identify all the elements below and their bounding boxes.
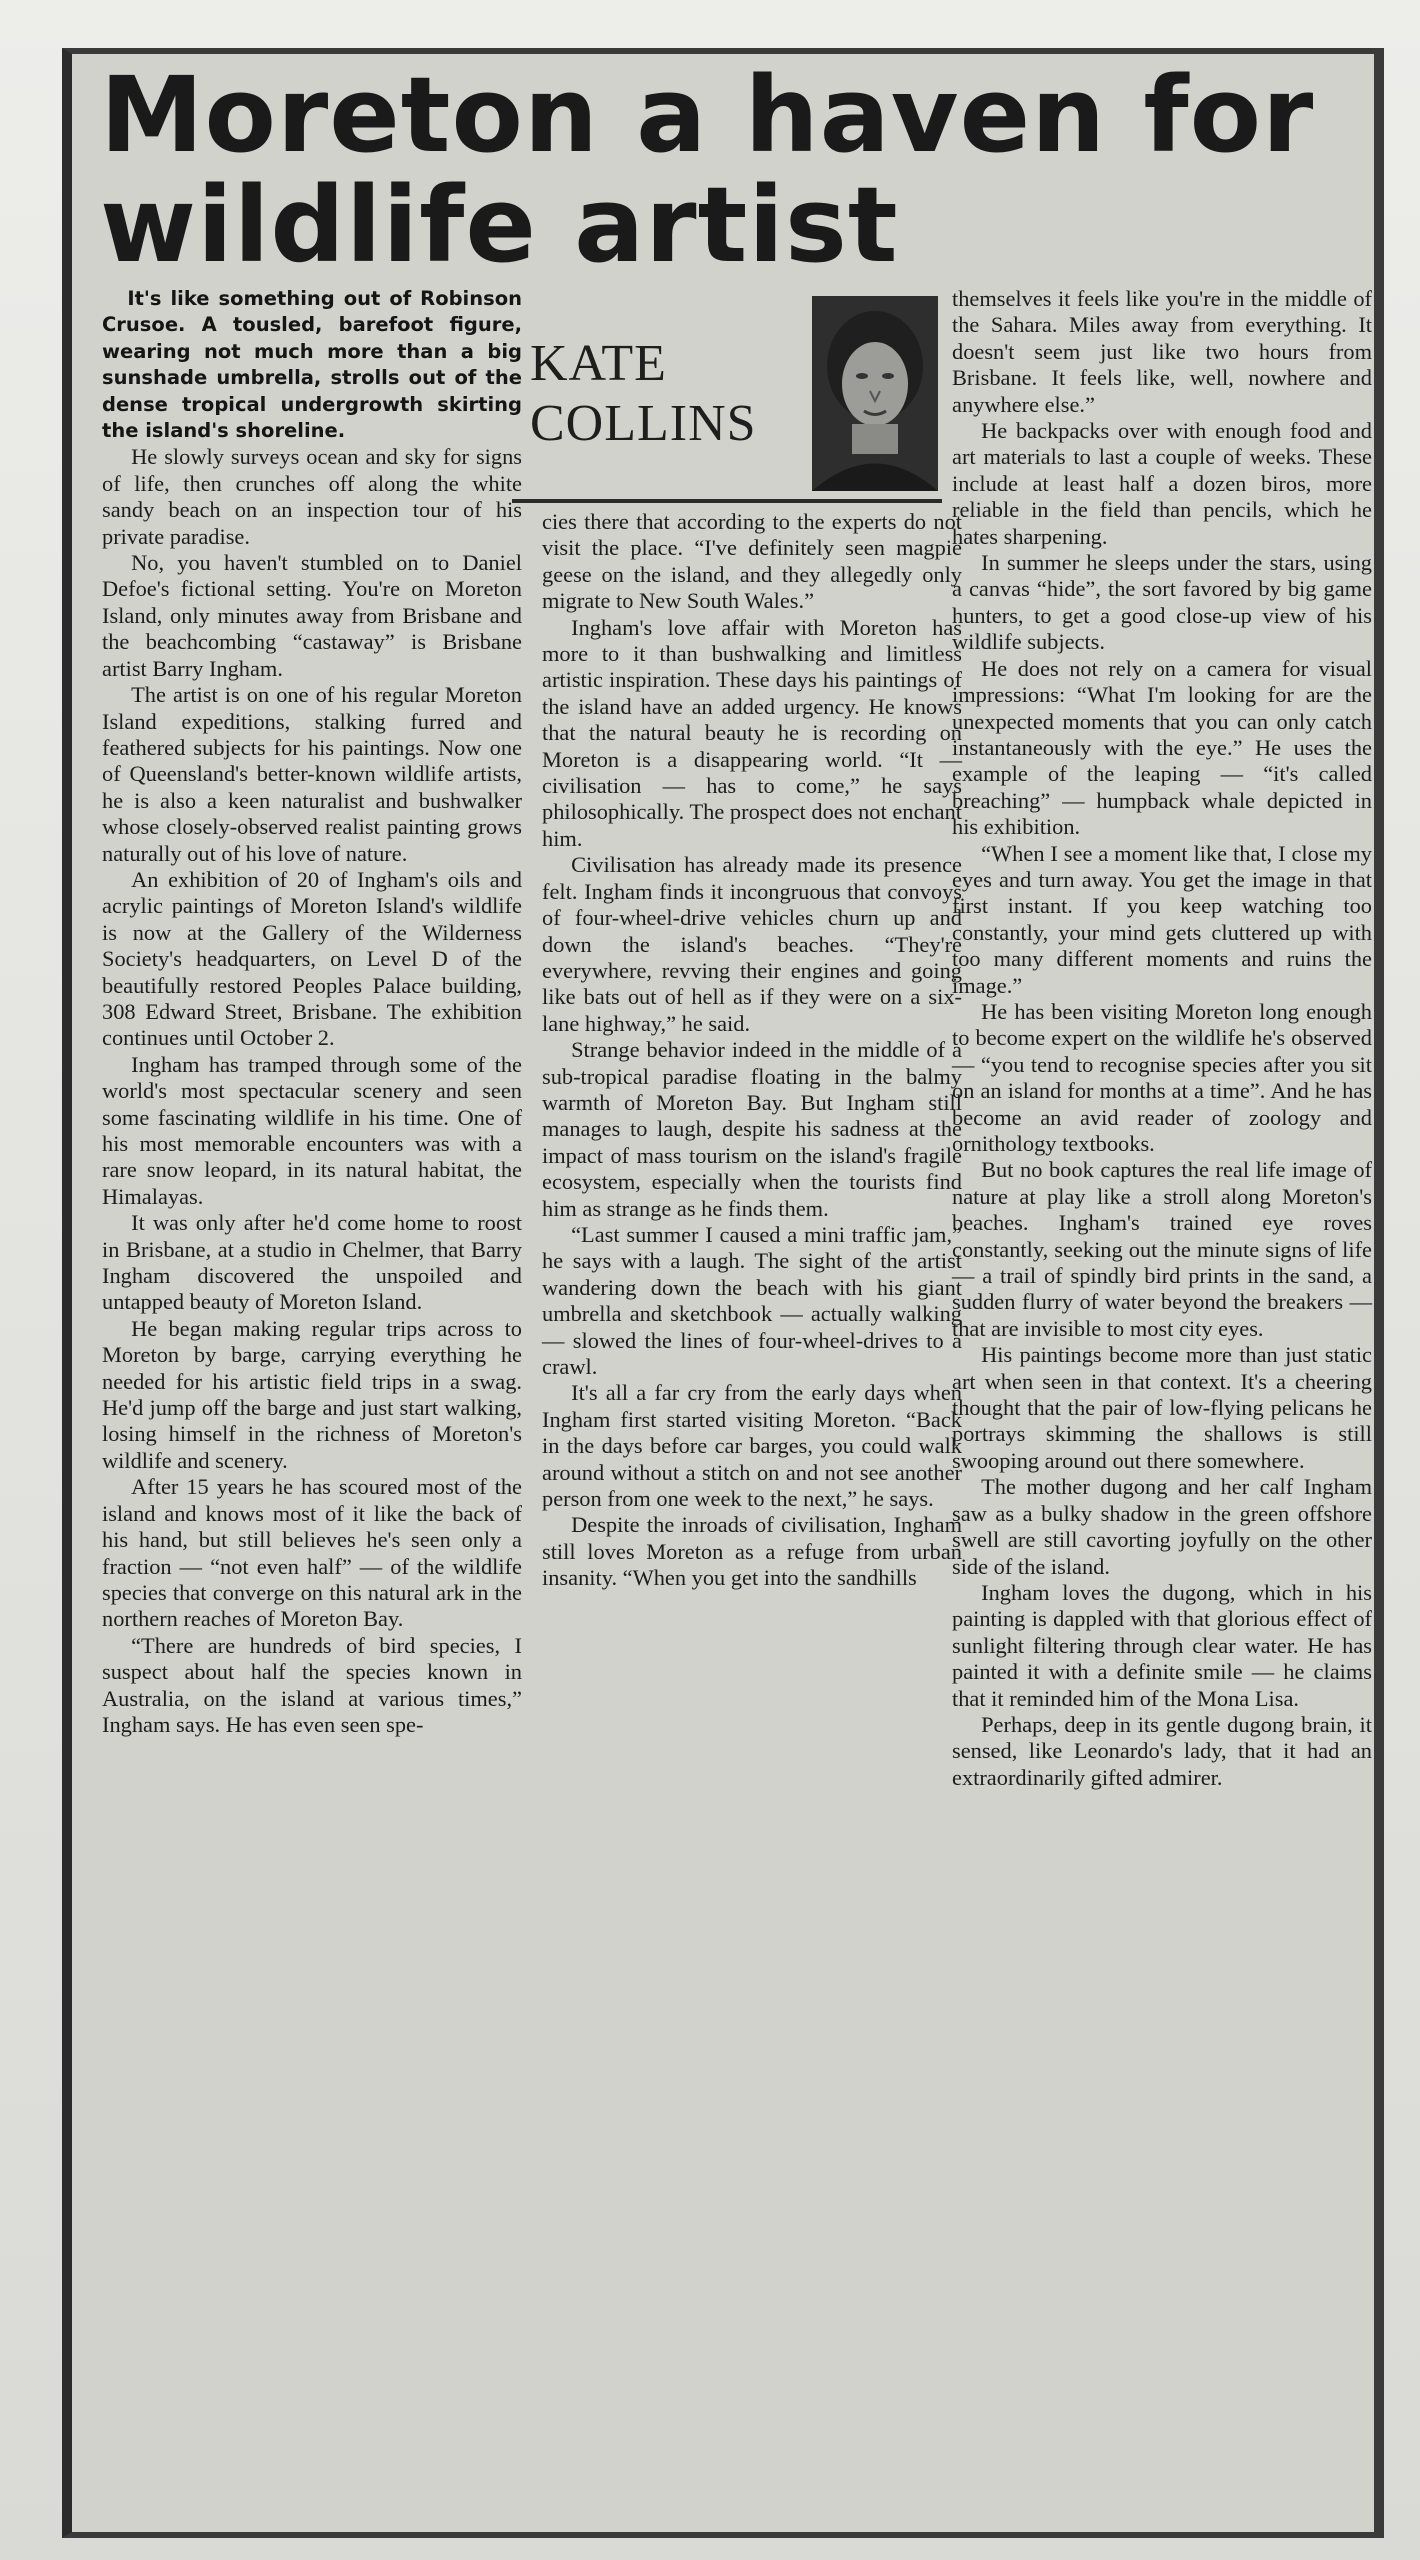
paragraph: It's all a far cry from the early days when Ingham first started visiting Moreton. “Back in the days before car barges, you could walk around without a stitch on and not see another person from one week to the next,” he says.	[542, 1380, 962, 1512]
paragraph: Ingham loves the dugong, which in his painting is dappled with that glorious effect of sunlight filtering through clear water. He has painted it with a definite smile — he claims that it reminded him of the Mona Lisa.	[952, 1579, 1372, 1711]
paragraph: He has been visiting Moreton long enough to become expert on the wildlife he's observed — “you tend to recognise species after you sit on an island for months at a time”. And he has become an avid reader of zoology and ornithology textbooks.	[952, 998, 1372, 1156]
paragraph: His paintings become more than just static art when seen in that context. It's a cheering thought that the pair of low-flying pelicans he portrays skimming the shallows is still swooping around out there somewhere.	[952, 1342, 1372, 1473]
lede-paragraph: It's like something out of Robinson Crusoe. A tousled, barefoot figure, wearing not much more than a big sunshade umbrella, strolls out of the dense tropical undergrowth skirting the island's shoreline.	[102, 287, 522, 443]
paragraph: Civilisation has already made its presence felt. Ingham finds it incongruous that convoys of four-wheel-drive vehicles churn up and down the island's beaches. “They're everywhere, revving their engines and going like bats out of hell as if they were on a six-lane highway,” he said.	[542, 852, 962, 1036]
paragraph: It was only after he'd come home to roost in Brisbane, at a studio in Chelmer, that Barry Ingham discovered the unspoiled and untapped beauty of Moreton Island.	[102, 1210, 522, 1315]
paragraph: Ingham has tramped through some of the world's most spectacular scenery and seen some fascinating wildlife in his time. One of his most memorable encounters was with a rare snow leopard, in its natural habitat, the Himalayas.	[102, 1051, 522, 1209]
paragraph: But no book captures the real life image of nature at play like a stroll along Moreton's beaches. Ingham's trained eye roves constantly, seeking out the minute signs of life — a trail of spindly bird prints in the sand, a sudden flurry of water beyond the breakers — that are invisible to most city eyes.	[952, 1157, 1372, 1341]
paragraph: No, you haven't stumbled on to Daniel Defoe's fictional setting. You're on Moreton Island, only minutes away from Brisbane and the beachcombing “castaway” is Brisbane artist Barry Ingham.	[102, 550, 522, 681]
column-2	[542, 509, 962, 1592]
paragraph: Perhaps, deep in its gentle dugong brain, it sensed, like Leonardo's lady, that it had an extraordinarily gifted admirer.	[952, 1711, 1372, 1790]
paragraph: “When I see a moment like that, I close my eyes and turn away. You get the image in that first instant. If you keep watching too constantly, your mind gets cluttered up with too many different moments and ruins the image.”	[952, 840, 1372, 998]
paragraph: After 15 years he has scoured most of the island and knows most of it like the back of his hand, but still believes he's seen only a fraction — “not even half” — of the wildlife species that converge on this natural ark in the northern reaches of Moreton Bay.	[102, 1474, 522, 1632]
column-1	[102, 286, 522, 1738]
headline: Moreton a haven for wildlife artist	[100, 54, 1315, 286]
paragraph: The artist is on one of his regular Moreton Island expeditions, stalking furred and feathered subjects for his paintings. Now one of Queensland's better-known wildlife artists, he is also a keen naturalist and bushwalker whose closely-observed realist painting grows naturally out of his love of nature.	[102, 682, 522, 866]
paragraph: He does not rely on a camera for visual impressions: “What I'm looking for are the unexpected moments that you can only catch instantaneously with the eye.” He uses the example of the leaping — “it's called breaching” — humpback whale depicted in his exhibition.	[952, 655, 1372, 840]
paragraph: He backpacks over with enough food and art materials to last a couple of weeks. These include at least half a dozen biros, more reliable in the field than pencils, which he hates sharpening.	[952, 418, 1372, 549]
paragraph: He slowly surveys ocean and sky for signs of life, then crunches off along the white sandy beach on an inspection tour of his private paradise.	[102, 444, 522, 549]
paragraph: “Last summer I caused a mini traffic jam,” he says with a laugh. The sight of the artist wandering down the beach with his giant umbrella and sketchbook — actually walking — slowed the lines of four-wheel-drives to a crawl.	[542, 1221, 962, 1379]
paragraph: cies there that according to the experts do not visit the place. “I've definitely seen magpie geese on the island, and they allegedly only migrate to New South Wales.”	[542, 509, 962, 614]
paragraph: Ingham's love affair with Moreton has more to it than bushwalking and limitless artistic inspiration. These days his paintings of the island have an added urgency. He knows that the natural beauty he is recording on Moreton is a disappearing world. “It — civilisation — has to come,” he says philosophically. The prospect does not enchant him.	[542, 614, 962, 851]
paragraph: In summer he sleeps under the stars, using a canvas “hide”, the sort favored by big game hunters, to get a good close-up view of his wildlife subjects.	[952, 550, 1372, 655]
paragraph: Despite the inroads of civilisation, Ingham still loves Moreton as a refuge from urban insanity. “When you get into the sandhills	[542, 1512, 962, 1591]
paragraph: Strange behavior indeed in the middle of a sub-tropical paradise floating in the balmy warmth of Moreton Bay. But Ingham still manages to laugh, despite his sadness at the impact of mass tourism on the island's fragile ecosystem, especially when the tourists find him as strange as he finds them.	[542, 1037, 962, 1221]
author-portrait	[812, 296, 938, 491]
paragraph: The mother dugong and her calf Ingham saw as a bulky shadow in the green offshore swell are still cavorting joyfully on the other side of the island.	[952, 1474, 1372, 1579]
author-portrait-photo	[812, 296, 938, 491]
column-3	[952, 286, 1372, 1791]
byline-box	[512, 294, 942, 503]
newspaper-clipping	[62, 48, 1384, 2538]
byline-name: KATE COLLINS	[530, 335, 757, 452]
paragraph: An exhibition of 20 of Ingham's oils and acrylic paintings of Moreton Island's wildlife is now at the Gallery of the Wilderness Society's headquarters, on Level D of the beautifully restored Peoples Palace building, 308 Edward Street, Brisbane. The exhibition continues until October 2.	[102, 866, 522, 1051]
paragraph: “There are hundreds of bird species, I suspect about half the species known in Australia, on the island at various times,” Ingham says. He has even seen spe-	[102, 1632, 522, 1737]
paragraph: He began making regular trips across to Moreton by barge, carrying everything he needed for his artistic field trips in a swag. He'd jump off the barge and just start walking, losing himself in the richness of Moreton's wildlife and scenery.	[102, 1315, 522, 1473]
paragraph: themselves it feels like you're in the middle of the Sahara. Miles away from everything. It doesn't seem just like two hours from Brisbane. It feels like, well, nowhere and anywhere else.”	[952, 286, 1372, 417]
